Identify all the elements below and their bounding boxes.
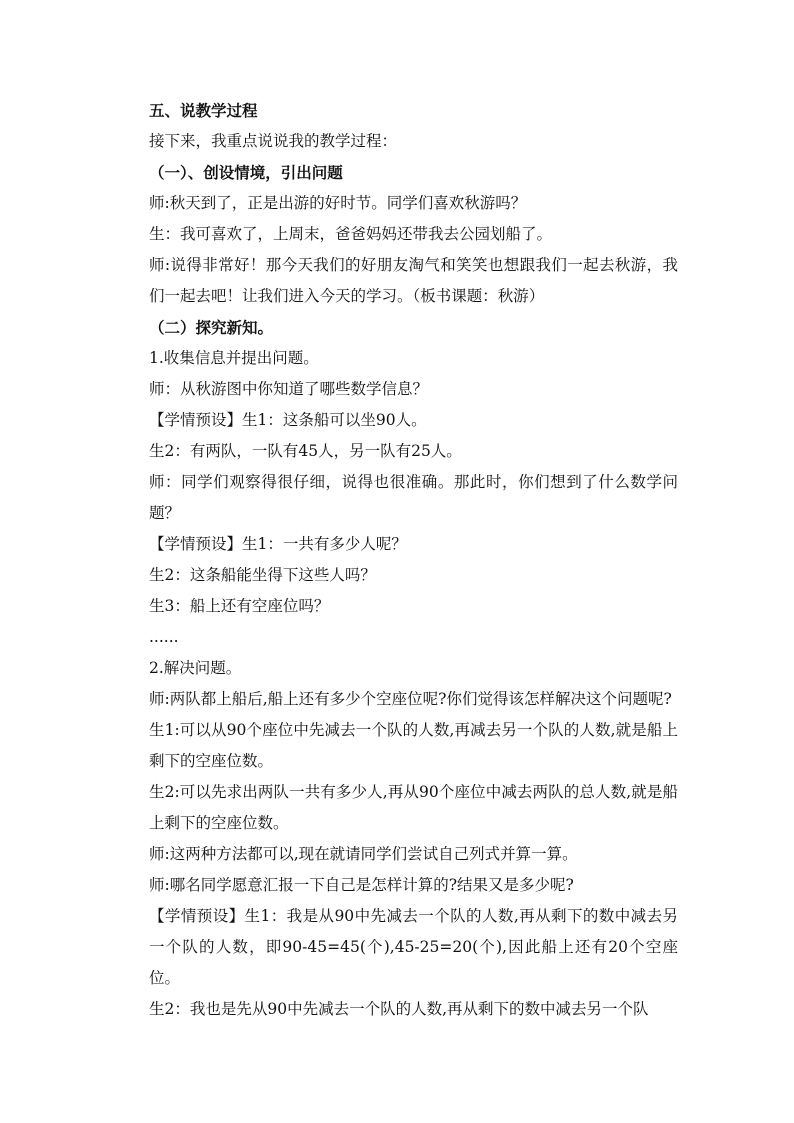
paragraph: 生3：船上还有空座位吗？: [149, 597, 330, 615]
paragraph: 【学情预设】生1：我是从90中先减去一个队的人数,再从剩下的数中减去另一个队的人数，即90-45=45(个),45-25=20(个),因此船上还有20个空座位。: [149, 907, 678, 987]
paragraph: 师:秋天到了，正是出游的好时节。同学们喜欢秋游吗？: [149, 194, 527, 212]
paragraph: 生2：这条船能坐得下这些人吗？: [149, 566, 376, 584]
subsection-heading: （一）、创设情境，引出问题: [149, 163, 343, 182]
paragraph: 生2：有两队，一队有45人，另一队有25人。: [149, 442, 462, 460]
paragraph: 师：从秋游图中你知道了哪些数学信息？: [149, 380, 429, 398]
paragraph: 师:这两种方法都可以,现在就请同学们尝试自己列式并算一算。: [149, 845, 578, 863]
paragraph: 生2:可以先求出两队一共有多少人,再从90个座位中减去两队的总人数,就是船上剩下的空座位数。: [149, 783, 678, 832]
paragraph: 生：我可喜欢了，上周末，爸爸妈妈还带我去公园划船了。: [149, 225, 553, 243]
paragraph: 生1:可以从90个座位中先减去一个队的人数,再减去另一个队的人数,就是船上剩下的空座位数。: [149, 721, 678, 770]
paragraph: 生2：我也是先从90中先减去一个队的人数,再从剩下的数中减去另一个队: [149, 1000, 649, 1018]
paragraph: 师:说得非常好！那今天我们的好朋友淘气和笑笑也想跟我们一起去秋游，我们一起去吧！让我们进入今天的学习。（板书课题：秋游）: [149, 256, 678, 305]
paragraph: 接下来，我重点说说我的教学过程：: [149, 132, 398, 150]
step-heading: 1.收集信息并提出问题。: [149, 349, 319, 367]
subsection-heading: （二）探究新知。: [149, 318, 274, 337]
document-body: [118, 95, 678, 1025]
paragraph: 【学情预设】生1：这条船可以坐90人。: [149, 411, 427, 429]
section-heading: 五、说教学过程: [149, 101, 258, 120]
ellipsis: ......: [149, 628, 179, 646]
step-heading: 2.解决问题。: [149, 659, 242, 677]
paragraph: 师:两队都上船后,船上还有多少个空座位呢?你们觉得该怎样解决这个问题呢?: [149, 690, 672, 708]
paragraph: 师：同学们观察得很仔细，说得也很准确。那此时，你们想到了什么数学问题？: [149, 473, 678, 522]
paragraph: 师:哪名同学愿意汇报一下自己是怎样计算的?结果又是多少呢?: [149, 876, 574, 894]
paragraph: 【学情预设】生1：一共有多少人呢？: [149, 535, 407, 553]
